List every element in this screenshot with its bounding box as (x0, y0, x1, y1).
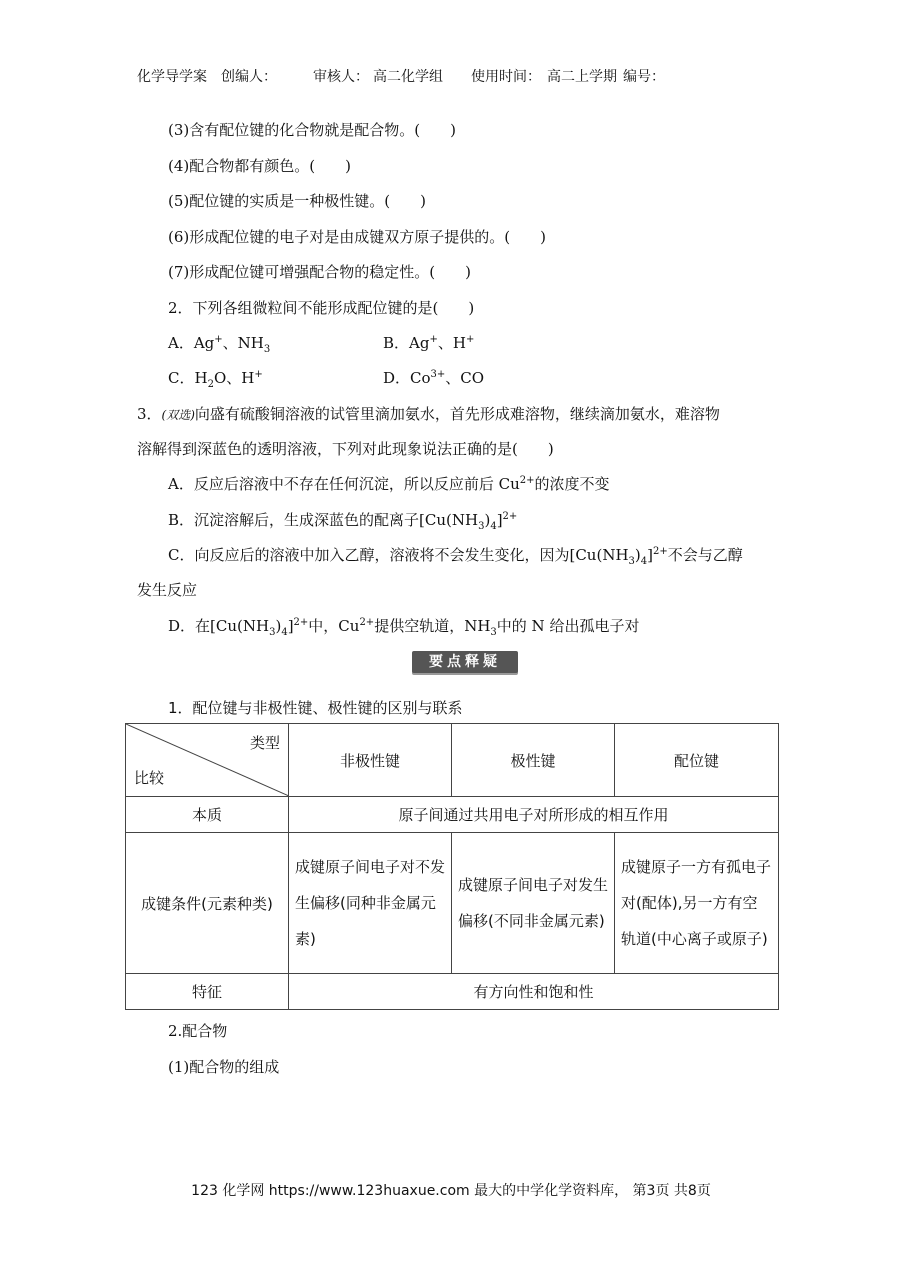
q2-option-d: D．$Co^{3+}$、CO (383, 369, 485, 387)
table-corner-cell (126, 724, 289, 797)
header-reviewer: 高二化学组 (373, 69, 443, 85)
q3-option-b: B．沉淀溶解后，生成深蓝色的配离子$[Cu(NH_3)_4]^{2+}$ (168, 511, 518, 532)
q2-option-b: B．Ag+、H+ (383, 334, 475, 352)
table-header-row (126, 724, 779, 797)
table-row (126, 974, 779, 1010)
row-label-conditions: 成键条件(元素种类) (126, 833, 289, 974)
section-1-title: 1．配位键与非极性键、极性键的区别与联系 (168, 699, 463, 717)
row-essence-value: 原子间通过共用电子对所形成的相互作用 (289, 797, 779, 833)
question-2-stem: 2．下列各组微粒间不能形成配位键的是( ) (168, 299, 475, 317)
conditions-nonpolar: 成键原子间电子对不发生偏移(同种非金属元素) (289, 833, 452, 974)
page-header (137, 66, 679, 86)
q3-option-a: A．反应后溶液中不存在任何沉淀，所以反应前后 $Cu^{2+}$的浓度不变 (168, 475, 610, 493)
item-4: (4)配合物都有颜色。( ) (168, 157, 351, 175)
conditions-polar: 成键原子间电子对发生偏移(不同非金属元素) (452, 833, 615, 974)
header-reviewer-label: 审核人： (313, 69, 369, 85)
col-header-coordinate: 配位键 (615, 724, 779, 797)
header-doc-type: 化学导学案 (137, 69, 207, 85)
q3-option-d: D．在$[Cu(NH_3)_4]^{2+}$中，$Cu^{2+}$提供空轨道，$NH_3$中的 N 给出孤电子对 (168, 617, 640, 638)
q3-option-c-line1: C．向反应后的溶液中加入乙醇，溶液将不会发生变化，因为$[Cu(NH_3)_4]^{2+}$不会与乙醇 (168, 546, 743, 567)
row-label-essence: 本质 (126, 797, 289, 833)
comparison-table (125, 723, 779, 1010)
conditions-coordinate: 成键原子一方有孤电子对(配体),另一方有空轨道(中心离子或原子) (615, 833, 779, 974)
item-6: (6)形成配位键的电子对是由成键双方原子提供的。( ) (168, 228, 546, 246)
double-select-tag: (双选) (161, 408, 195, 422)
corner-compare-label: 比较 (134, 769, 165, 787)
header-time-label: 使用时间： (471, 69, 541, 85)
header-number-label: 编号： (623, 69, 665, 85)
q3-option-c-line2: 发生反应 (137, 581, 198, 599)
item-7: (7)形成配位键可增强配合物的稳定性。( ) (168, 263, 471, 281)
question-3-stem-line2: 溶解得到深蓝色的透明溶液，下列对此现象说法正确的是( ) (137, 440, 554, 458)
col-header-polar: 极性键 (452, 724, 615, 797)
header-author-label: 创编人： (221, 69, 277, 85)
item-3: (3)含有配位键的化合物就是配合物。( ) (168, 121, 456, 139)
row-features-value: 有方向性和饱和性 (289, 974, 779, 1010)
row-label-features: 特征 (126, 974, 289, 1010)
corner-type-label: 类型 (249, 734, 280, 752)
header-time: 高二上学期 (547, 69, 617, 85)
col-header-nonpolar: 非极性键 (289, 724, 452, 797)
q2-option-c: C．$H_2O$、H+ (168, 369, 263, 390)
table-row (126, 797, 779, 833)
item-5: (5)配位键的实质是一种极性键。( ) (168, 192, 426, 210)
table-row (126, 833, 779, 974)
q2-option-a: A．Ag+、$NH_3$ (168, 334, 271, 355)
key-points-banner: 要点释疑 (412, 651, 518, 673)
section-2-title: 2.配合物 (168, 1022, 228, 1040)
question-3-stem-line1: 3．(双选)向盛有硫酸铜溶液的试管里滴加氨水，首先形成难溶物，继续滴加氨水，难溶物 (137, 405, 720, 423)
page-footer: 123 化学网 https://www.123huaxue.com 最大的中学化学资料库， 第3页 共8页 (191, 1183, 711, 1199)
section-2-subtitle: (1)配合物的组成 (168, 1058, 280, 1076)
